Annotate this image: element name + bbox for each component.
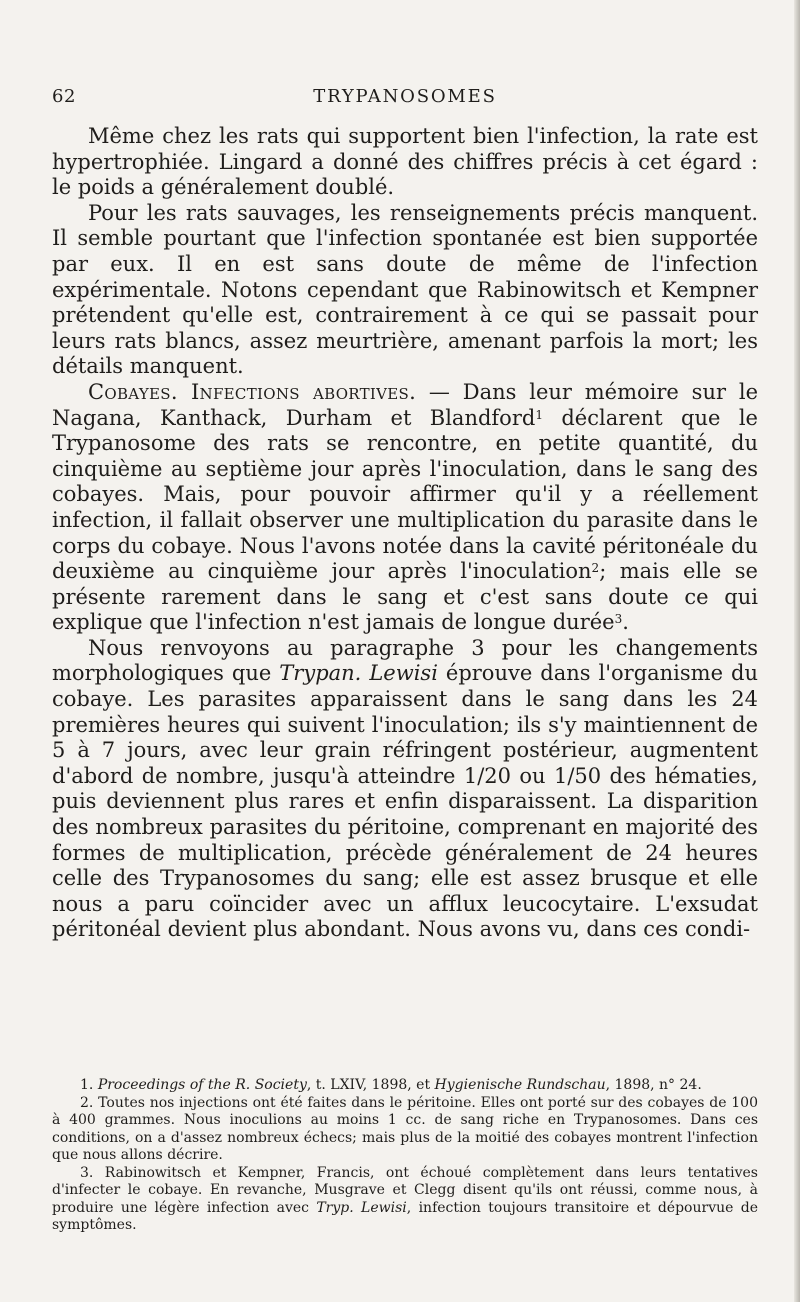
paragraph-4-text-a: Nous renvoyons au paragraphe 3 pour les changements morphologiques que bbox=[52, 635, 758, 686]
paragraph-3-text-a: Dans leur mémoire sur le Nagana, Kanthack, Durham et Blandford bbox=[52, 379, 758, 430]
footnote-1-middle: , t. LXIV, 1898, et bbox=[306, 1077, 435, 1093]
footnote-ref-2: 2 bbox=[591, 561, 600, 576]
footnote-1-source-a: Proceedings of the R. Society bbox=[97, 1077, 307, 1093]
footnote-3-text-a: Rabinowitsch et Kempner, Francis, ont échoué complètement dans leurs tentatives d'infecter le cobaye. En revanche, Musgrave et Clegg disent qu'ils ont réussi, comme nous, à produire une légère infection avec bbox=[52, 1164, 758, 1216]
footnotes bbox=[52, 1077, 758, 1235]
paragraph-4-text-b: éprouve dans l'organisme du cobaye. Les parasites apparaissent dans le sang dans les 24 premières heures qui suivent l'inoculation; ils s'y maintiennent de 5 à 7 jours, avec leur grain réfringent postérieur, augmentent d'abord de nombre, jusqu'à atteindre 1/20 ou 1/50 des hématies, puis deviennent plus rares et enfin disparaissent. La disparition des nombreux parasites du péritoine, comprenant en majorité des formes de multiplication, précède généralement de 24 heures celle des Trypanosomes du sang; elle est assez brusque et elle nous a paru coïncider avec un afflux leucocytaire. L'exsudat péritonéal devient plus abondant. Nous avons vu, dans ces condi- bbox=[52, 661, 758, 942]
footnote-3-number: 3. bbox=[80, 1164, 105, 1181]
paragraph-4 bbox=[52, 636, 758, 943]
page-header bbox=[52, 86, 758, 110]
page-edge-shadow bbox=[794, 0, 800, 1302]
footnote-2 bbox=[52, 1095, 758, 1165]
footnote-3 bbox=[52, 1165, 758, 1235]
running-head: TRYPANOSOMES bbox=[313, 86, 497, 107]
paragraph-1-text: Même chez les rats qui supportent bien l'infection, la rate est hypertrophiée. Lingard a donné des chiffres précis à cet égard : le poids a généralement doublé. bbox=[52, 124, 758, 200]
footnote-2-text: Toutes nos injections ont été faites dans le péritoine. Elles ont porté sur des cobayes de 100 à 400 grammes. Nous inoculions au moins 1 cc. de sang riche en Trypanosomes. Dans ces conditions, on a d'assez nombreux échecs; mais plus de la moitié des cobayes montrent l'infection que nous allons décrire. bbox=[52, 1094, 758, 1163]
footnote-1 bbox=[52, 1077, 758, 1095]
paragraph-3-end: . bbox=[622, 610, 629, 635]
paragraph-1 bbox=[52, 124, 758, 201]
footnote-ref-3: 3 bbox=[614, 612, 623, 627]
footnote-1-source-b: Hygienische Rundschau bbox=[434, 1077, 606, 1093]
paragraph-2-text: Pour les rats sauvages, les renseignements précis manquent. Il semble pourtant que l'infection spontanée est bien supportée par eux. Il en est sans doute de même de l'infection expérimentale. Notons cependant que Rabinowitsch et Kempner prétendent qu'elle est, contrairement à ce qui se passait pour leurs rats blancs, assez meurtrière, amenant parfois la mort; les détails manquent. bbox=[52, 200, 758, 379]
section-heading: Cobayes. Infections abortives. bbox=[88, 379, 417, 404]
footnote-3-text-b: , infection toujours transitoire et dépourvue de symptômes. bbox=[52, 1199, 759, 1233]
footnote-3-species: Tryp. Lewisi bbox=[316, 1199, 407, 1216]
body-text bbox=[52, 124, 758, 943]
footnote-1-end: , 1898, n° 24. bbox=[605, 1077, 702, 1093]
footnote-2-number: 2. bbox=[80, 1094, 99, 1111]
footnote-ref-1: 1 bbox=[535, 407, 543, 422]
footnote-1-number: 1. bbox=[80, 1077, 98, 1093]
page-number: 62 bbox=[52, 86, 76, 107]
paragraph-3-text-c: ; mais elle se présente rarement dans le sang et c'est sans doute ce qui explique que l'infection n'est jamais de longue durée bbox=[52, 559, 758, 635]
heading-dash: — bbox=[416, 379, 463, 404]
paragraph-2 bbox=[52, 201, 758, 380]
species-name: Trypan. Lewisi bbox=[279, 661, 438, 686]
paragraph-3-text-b: déclarent que le Trypanosome des rats se rencontre, en petite quantité, du cinquième au septième jour après l'inoculation, dans le sang des cobayes. Mais, pour pouvoir affirmer qu'il y a réellement infection, il fallait observer une multiplication du parasite dans le corps du cobaye. Nous l'avons notée dans la cavité péritonéale du deuxième au cinquième jour après l'inoculation bbox=[52, 405, 758, 584]
paragraph-3 bbox=[52, 380, 758, 636]
